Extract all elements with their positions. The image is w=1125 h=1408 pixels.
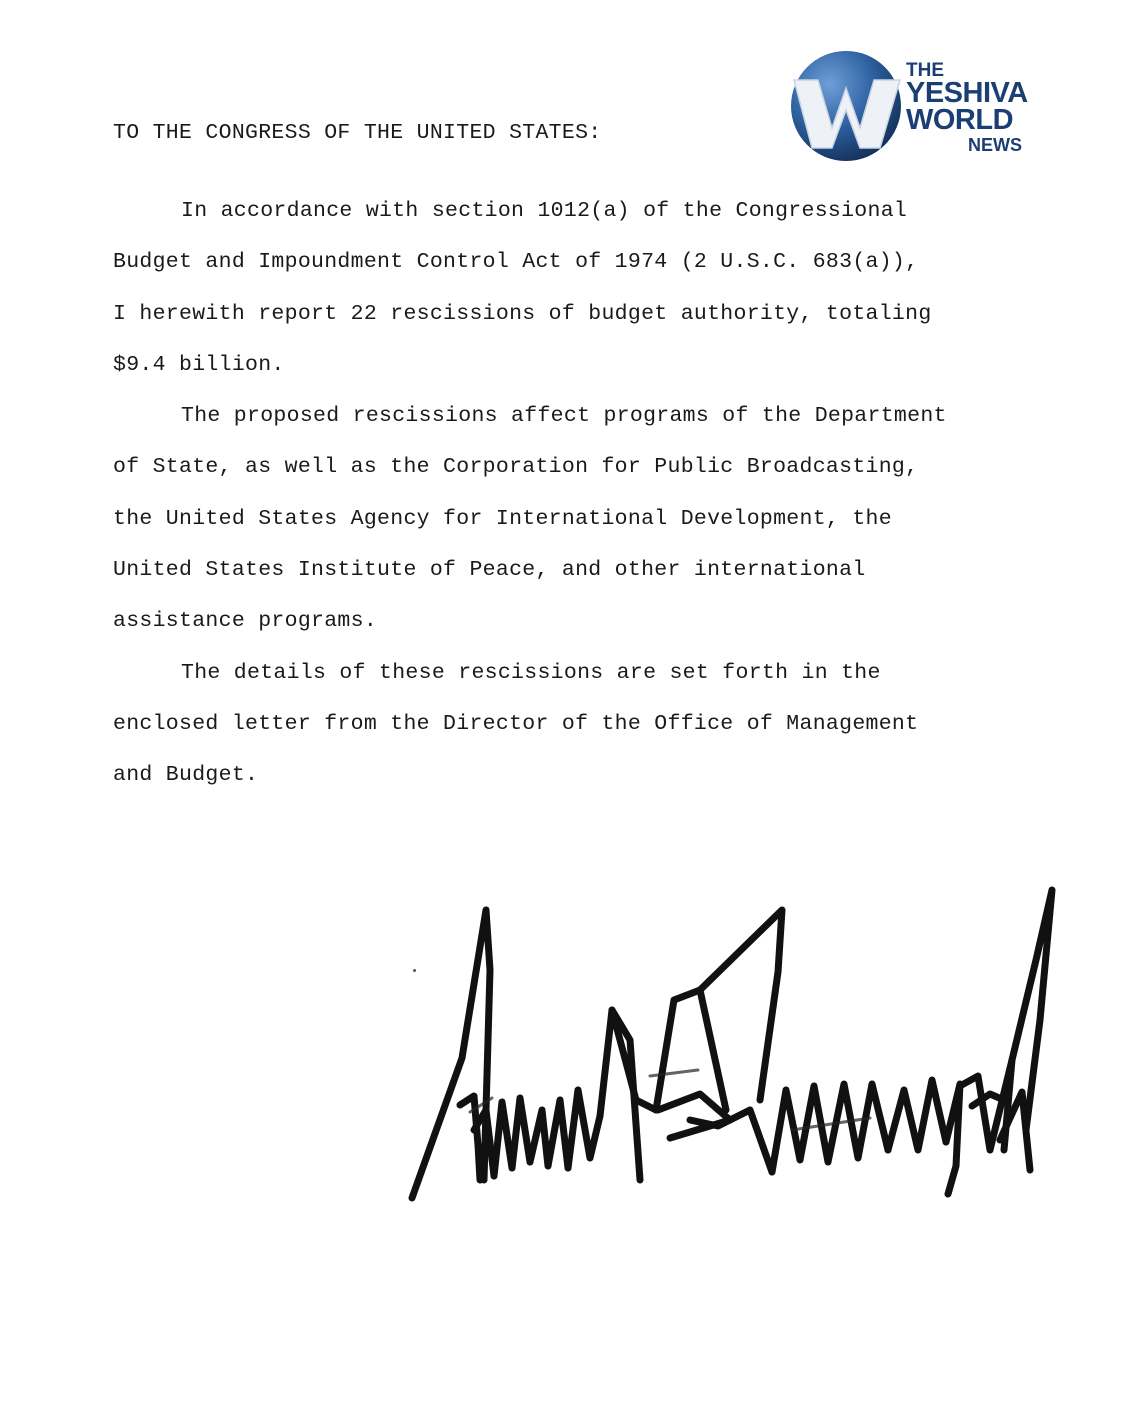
paragraph1-line3: I herewith report 22 rescissions of budget authority, totaling: [113, 302, 932, 326]
paragraph1-line2: Budget and Impoundment Control Act of 1974 (2 U.S.C. 683(a)),: [113, 250, 919, 274]
w-globe-icon: [788, 48, 906, 166]
paragraph3-line1: The details of these rescissions are set forth in the: [181, 661, 881, 685]
paragraph1-line1: In accordance with section 1012(a) of the Congressional: [181, 199, 908, 223]
yeshiva-world-news-logo: [788, 48, 1038, 166]
logo-the-text: THE: [906, 60, 944, 81]
paragraph3-line3: and Budget.: [113, 763, 259, 787]
salutation: TO THE CONGRESS OF THE UNITED STATES:: [113, 121, 602, 145]
paragraph2-line3: the United States Agency for International Development, the: [113, 507, 892, 531]
paragraph3-line2: enclosed letter from the Director of the Office of Management: [113, 712, 919, 736]
logo-yeshiva-text: YESHIVA: [906, 77, 1028, 109]
handwritten-signature: [400, 880, 1070, 1220]
paragraph2-line1: The proposed rescissions affect programs of the Department: [181, 404, 947, 428]
paragraph2-line5: assistance programs.: [113, 609, 378, 633]
paragraph2-line4: United States Institute of Peace, and other international: [113, 558, 866, 582]
paragraph2-line2: of State, as well as the Corporation for Public Broadcasting,: [113, 455, 919, 479]
logo-world-text: WORLD: [906, 104, 1014, 136]
paragraph1-line4: $9.4 billion.: [113, 353, 285, 377]
logo-news-text: NEWS: [968, 135, 1022, 155]
